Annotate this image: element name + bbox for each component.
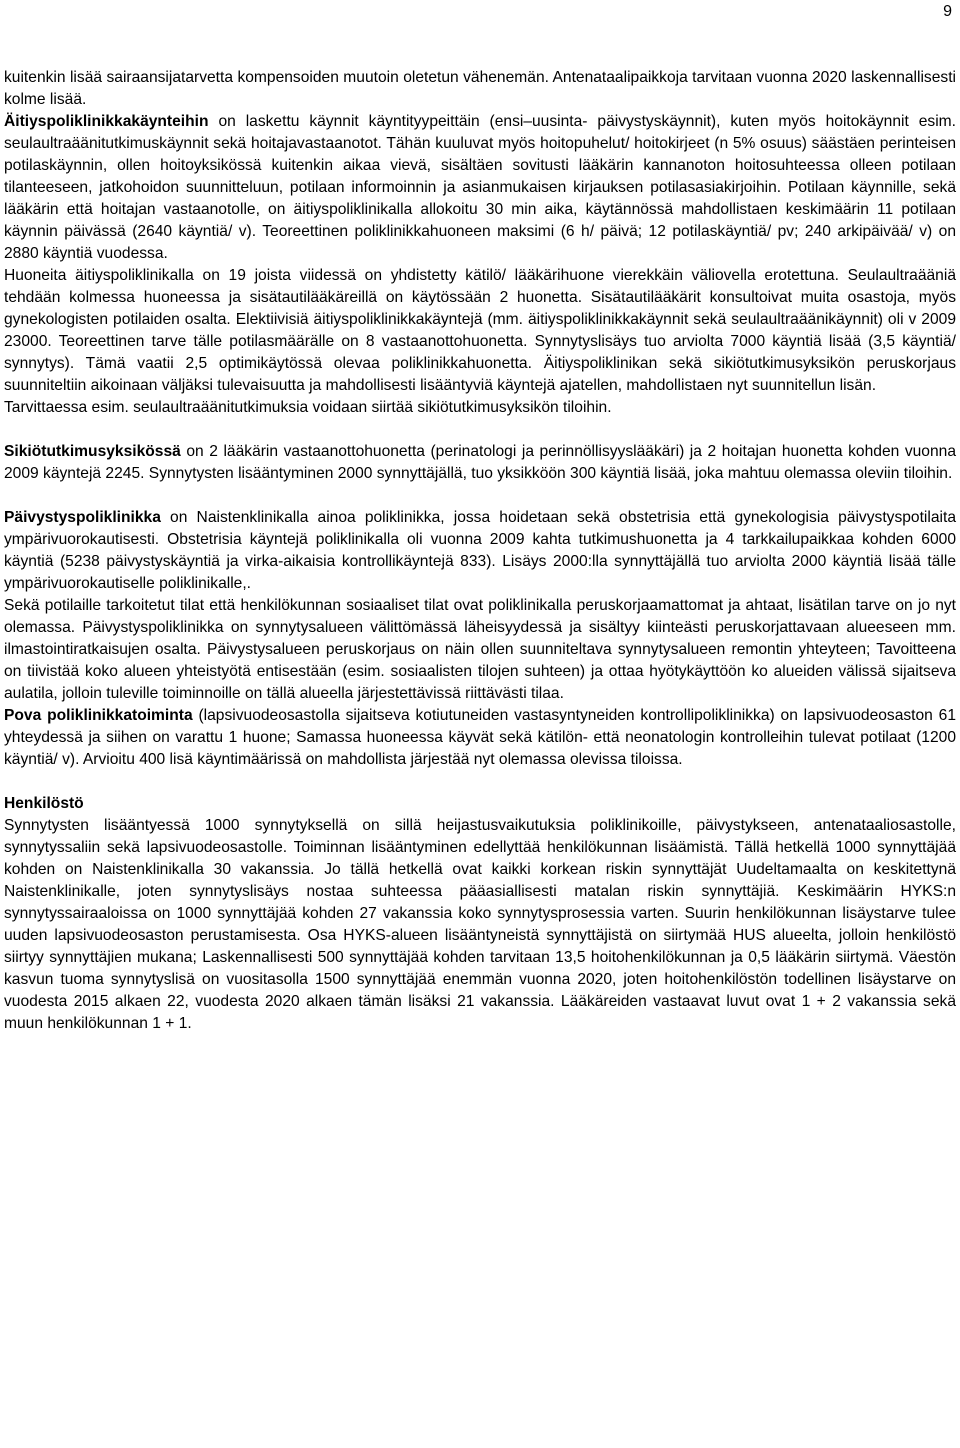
term-pova-clinic: Pova poliklinikkatoiminta — [4, 707, 193, 724]
paragraph-emergency-clinic: Päivystyspoliklinikka on Naistenklinikalla ainoa poliklinikka, jossa hoidetaan sekä obstetrisia että gynekologisia päivystyspotilaita ympärivuorokautisesti. Obstetrisia käyntejä poliklinikalla oli vuonna 2009 kahta tutkimushuonetta ja 4 tarkkailupaikkaa kohden 6000 käyntiä (5238 päivystyskäyntiä ja virka-aikaisia kontrollikäyntejä 833). Lisäys 2000:lla synnyttäjällä tuo arviolta 2000 käyntiä lisää tälle ympärivuorokautiselle poliklinikalle,. — [4, 509, 956, 592]
page-number: 9 — [943, 3, 952, 20]
section-heading-staff: Henkilöstö — [4, 795, 84, 812]
document-body — [4, 67, 956, 1035]
paragraph-maternity-clinic-visits: Äitiyspoliklinikkakäynteihin on laskettu käynnit käyntityypeittäin (ensi–uusinta- päivystyskäynnit), kuten myös hoitokäynnit esim. seulaultraäänitutkimuskäynnit sekä hoitajavastaanotot. Tähän kuuluvat myös hoitopuhelut/ hoitokirjeet (n 5% osuus) säästäen perinteisen potilaskäynnin, ollen hoitoyksikössä kuitenkin aikaa vievä, sisältäen sovitusti lääkärin kannanoton hoitosuhteessa olleen potilaan tilanteeseen, jatkohoidon suunnitteluun, potilaan informoinnin ja asianmukaisen kirjauksen potilasasiakirjoihin. Potilaan käynnille, sekä lääkärin että hoitajan vastaanotolle, on äitiyspoliklinikalla allokoitu 30 min aika, käytännössä mahdollistaen keskimäärin 11 potilaan käynnin päivässä (2640 käyntiä/ v). Teoreettinen poliklinikkahuoneen maksimi (6 h/ päivä; 12 potilaskäyntiä/ pv; 240 arkipäivää/ v) on 2880 käyntiä vuodessa. — [4, 113, 956, 262]
paragraph-pova-clinic: Pova poliklinikkatoiminta (lapsivuodeosastolla sijaitseva kotiutuneiden vastasyntyneiden kontrollipoliklinikka) on lapsivuodeosaston 61 yhteydessä ja siihen on varattu 1 huone; Samassa huoneessa käyvät sekä kätilön- että neonatologin kontrolleihin tulevat potilaat (1200 käyntiä/ v). Arvioitu 400 lisä käyntimäärissä on mahdollista järjestää nyt olemassa olevissa tiloissa. — [4, 707, 957, 768]
paragraph-antenatal: kuitenkin lisää sairaansijatarvetta kompensoiden muutoin oletetun vähenemän. Antenataalipaikkoja tarvitaan vuonna 2020 laskennallisesti kolme lisää. — [4, 69, 956, 108]
paragraph-staff: Synnytysten lisääntyessä 1000 synnytyksellä on sillä heijastusvaikutuksia poliklinikoille, päivystykseen, antenataaliosastolle, synnytyssaliin sekä lapsivuodeosastolle. Toiminnan lisääntyminen edellyttää henkilökunnan lisäämistä. Tällä hetkellä 1000 synnyttäjää kohden on Naistenklinikalla 30 vakanssia. Jo tällä hetkellä ovat kaikki korkean riskin synnyttäjät Uudeltamaalta on keskitettynä Naistenklinikalle, joten synnytyslisäys nostaa suhteessa pääasiallisesti matalan riskin synnyttäjiä. Keskimäärin HYKS:n synnytyssairaaloissa on 1000 synnyttäjää kohden 27 vakanssia koko synnytysprosessia varten. Suurin henkilökunnan lisäystarve tulee uuden lapsivuodeosaston perustamisesta. Osa HYKS-alueen lisääntyneistä synnyttäjistä on siirtymää HUS alueelta, jolloin henkilöstö siirtyy synnyttäjien mukana; Laskennallisesti 500 synnyttäjää kohden tarvitaan 13,5 hoitohenkilökunnan ja 0,5 lääkärin siirtymä. Väestön kasvun tuoma synnytyslisä on vuositasolla 1500 synnyttäjää enemmän vuonna 2020, joten hoitohenkilöstön todellinen lisäystarve on vuodesta 2015 alkaen 22, vuodesta 2020 alkaen tämän lisäksi 21 vakanssia. Lääkäreiden vastaavat luvut ovat 1 + 2 vakanssia sekä muun henkilökunnan 1 + 1. — [4, 817, 956, 1032]
term-fetal-unit: Sikiötutkimusyksikössä — [4, 443, 181, 460]
paragraph-ultrasound-transfer: Tarvittaessa esim. seulaultraäänitutkimuksia voidaan siirtää sikiötutkimusyksikön tiloihin. — [4, 399, 612, 416]
paragraph-rooms: Huoneita äitiyspoliklinikalla on 19 joista viidessä on yhdistetty kätilö/ lääkärihuone vierekkäin väliovella erotettuna. Seulaultraääniä tehdään kolmessa huoneessa ja sisätautilääkäreillä on käytössään 2 huonetta. Sisätautilääkärit konsultoivat muita osastoja, myös gynekologisten potilaiden osalta. Elektiivisiä äitiyspoliklinikkakäyntejä (mm. äitiyspoliklinikkakäynnit sekä seulaultraäänikäynnit) oli v 2009 23000. Teoreettinen tarve tälle potilasmäärälle on 8 vastaanottohuonetta. Synnytyslisäys tuo arviolta 7000 käyntiä lisää (3,5 käyntiä/ synnytys). Tämä vaatii 2,5 optimikäytössä olevaa poliklinikkahuonetta. Äitiyspoliklinikan sekä sikiötutkimusyksikön peruskorjaus suunniteltiin aikoinaan väljäksi tulevaisuutta ja mahdollisesti lisääntyviä käyntejä ajatellen, mahdollistaen nyt suunnitellun lisän. — [4, 267, 956, 394]
paragraph-facilities: Sekä potilaille tarkoitetut tilat että henkilökunnan sosiaaliset tilat ovat poliklinikalla peruskorjaamattomat ja ahtaat, lisätilan tarve on jo nyt olemassa. Päivystyspoliklinikka on synnytysalueen välittömässä läheisyydessä ja sisältyy kiinteästi peruskorjattavaan alueeseen mm. ilmastointiratkaisujen osalta. Päivystysalueen peruskorjaus on näin ollen suunniteltava synnytysalueen remontin yhteyteen; Tavoitteena on tiivistää koko alueen yhteistyötä entisestään (esim. sosiaalisten tilojen suhteen) ja ottaa hyötykäyttöön ko alueiden välissä sijaitseva aulatila, jolloin tuleville toiminnoille on tällä alueella järjestettävissä riittävästi tilaa. — [4, 597, 956, 702]
paragraph-fetal-unit: Sikiötutkimusyksikössä on 2 lääkärin vastaanottohuonetta (perinatologi ja perinnöllisyyslääkäri) ja 2 hoitajan huonetta kohden vuonna 2009 käyntejä 2245. Synnytysten lisääntyminen 2000 synnyttäjällä, tuo yksikköön 300 käyntiä lisää, joka mahtuu olemassa oleviin tiloihin. — [4, 443, 956, 482]
term-emergency-clinic: Päivystyspoliklinikka — [4, 509, 161, 526]
term-maternity-clinic-visits: Äitiyspoliklinikkakäynteihin — [4, 113, 209, 130]
